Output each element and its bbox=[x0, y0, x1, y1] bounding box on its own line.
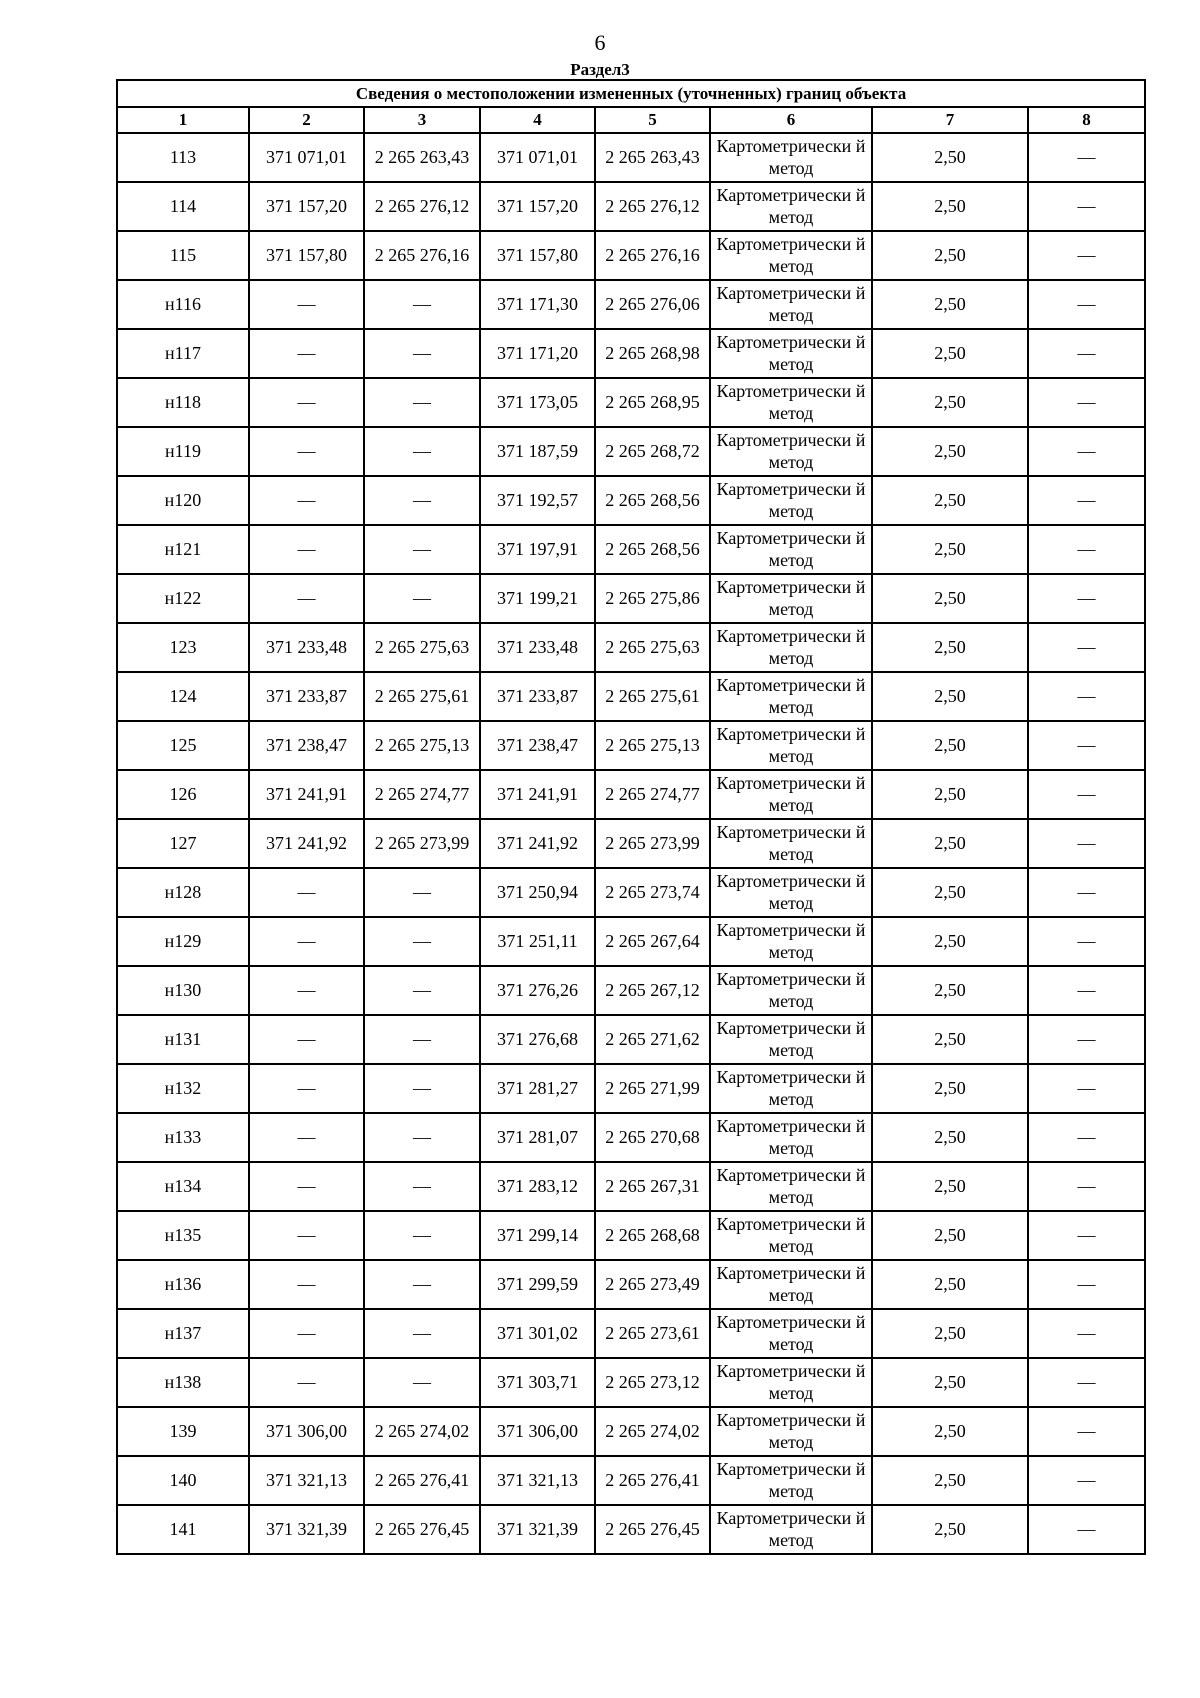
x-updated-cell: 371 173,05 bbox=[480, 378, 595, 427]
table-row bbox=[117, 1113, 1145, 1162]
y-existing-cell: 2 265 263,43 bbox=[364, 133, 480, 182]
y-existing-cell: 2 265 276,12 bbox=[364, 182, 480, 231]
accuracy-cell: 2,50 bbox=[872, 525, 1028, 574]
x-existing-cell: 371 241,91 bbox=[249, 770, 364, 819]
y-existing-cell: — bbox=[364, 378, 480, 427]
table-row bbox=[117, 133, 1145, 182]
table-row bbox=[117, 280, 1145, 329]
accuracy-cell: 2,50 bbox=[872, 574, 1028, 623]
x-existing-cell: — bbox=[249, 378, 364, 427]
method-cell: Картометрически й метод bbox=[710, 868, 872, 917]
table-row bbox=[117, 1309, 1145, 1358]
point-number-cell: 114 bbox=[117, 182, 249, 231]
x-existing-cell: — bbox=[249, 868, 364, 917]
y-updated-cell: 2 265 274,77 bbox=[595, 770, 710, 819]
table-row bbox=[117, 966, 1145, 1015]
y-existing-cell: 2 265 275,61 bbox=[364, 672, 480, 721]
y-updated-cell: 2 265 268,72 bbox=[595, 427, 710, 476]
x-existing-cell: — bbox=[249, 1064, 364, 1113]
note-cell: — bbox=[1028, 1358, 1145, 1407]
note-cell: — bbox=[1028, 917, 1145, 966]
y-updated-cell: 2 265 270,68 bbox=[595, 1113, 710, 1162]
x-existing-cell: — bbox=[249, 966, 364, 1015]
x-updated-cell: 371 283,12 bbox=[480, 1162, 595, 1211]
point-number-cell: 123 bbox=[117, 623, 249, 672]
y-existing-cell: — bbox=[364, 280, 480, 329]
note-cell: — bbox=[1028, 623, 1145, 672]
column-number-7: 7 bbox=[872, 107, 1028, 133]
x-existing-cell: — bbox=[249, 1162, 364, 1211]
accuracy-cell: 2,50 bbox=[872, 427, 1028, 476]
point-number-cell: 126 bbox=[117, 770, 249, 819]
y-updated-cell: 2 265 273,74 bbox=[595, 868, 710, 917]
table-row bbox=[117, 1162, 1145, 1211]
point-number-cell: н119 bbox=[117, 427, 249, 476]
point-number-cell: 124 bbox=[117, 672, 249, 721]
y-updated-cell: 2 265 275,86 bbox=[595, 574, 710, 623]
note-cell: — bbox=[1028, 231, 1145, 280]
method-cell: Картометрически й метод bbox=[710, 525, 872, 574]
point-number-cell: н134 bbox=[117, 1162, 249, 1211]
column-number-4: 4 bbox=[480, 107, 595, 133]
method-cell: Картометрически й метод bbox=[710, 1260, 872, 1309]
accuracy-cell: 2,50 bbox=[872, 1505, 1028, 1554]
x-updated-cell: 371 071,01 bbox=[480, 133, 595, 182]
point-number-cell: 141 bbox=[117, 1505, 249, 1554]
point-number-cell: н129 bbox=[117, 917, 249, 966]
y-updated-cell: 2 265 275,13 bbox=[595, 721, 710, 770]
y-updated-cell: 2 265 268,68 bbox=[595, 1211, 710, 1260]
x-existing-cell: — bbox=[249, 1309, 364, 1358]
point-number-cell: н131 bbox=[117, 1015, 249, 1064]
y-existing-cell: — bbox=[364, 868, 480, 917]
accuracy-cell: 2,50 bbox=[872, 623, 1028, 672]
point-number-cell: н135 bbox=[117, 1211, 249, 1260]
method-cell: Картометрически й метод bbox=[710, 1456, 872, 1505]
y-existing-cell: 2 265 274,77 bbox=[364, 770, 480, 819]
x-updated-cell: 371 281,27 bbox=[480, 1064, 595, 1113]
table-row bbox=[117, 770, 1145, 819]
column-number-2: 2 bbox=[249, 107, 364, 133]
note-cell: — bbox=[1028, 770, 1145, 819]
accuracy-cell: 2,50 bbox=[872, 868, 1028, 917]
x-updated-cell: 371 241,92 bbox=[480, 819, 595, 868]
x-existing-cell: 371 241,92 bbox=[249, 819, 364, 868]
point-number-cell: н121 bbox=[117, 525, 249, 574]
x-existing-cell: — bbox=[249, 1358, 364, 1407]
y-existing-cell: — bbox=[364, 1260, 480, 1309]
note-cell: — bbox=[1028, 1211, 1145, 1260]
x-updated-cell: 371 171,20 bbox=[480, 329, 595, 378]
accuracy-cell: 2,50 bbox=[872, 1260, 1028, 1309]
table-row bbox=[117, 231, 1145, 280]
note-cell: — bbox=[1028, 133, 1145, 182]
x-updated-cell: 371 192,57 bbox=[480, 476, 595, 525]
y-existing-cell: — bbox=[364, 1113, 480, 1162]
note-cell: — bbox=[1028, 1064, 1145, 1113]
method-cell: Картометрически й метод bbox=[710, 1064, 872, 1113]
y-existing-cell: 2 265 276,45 bbox=[364, 1505, 480, 1554]
x-existing-cell: — bbox=[249, 917, 364, 966]
note-cell: — bbox=[1028, 378, 1145, 427]
x-updated-cell: 371 321,13 bbox=[480, 1456, 595, 1505]
x-existing-cell: — bbox=[249, 329, 364, 378]
method-cell: Картометрически й метод bbox=[710, 280, 872, 329]
accuracy-cell: 2,50 bbox=[872, 133, 1028, 182]
method-cell: Картометрически й метод bbox=[710, 1309, 872, 1358]
note-cell: — bbox=[1028, 1407, 1145, 1456]
method-cell: Картометрически й метод bbox=[710, 1407, 872, 1456]
table-body bbox=[117, 133, 1145, 1554]
method-cell: Картометрически й метод bbox=[710, 721, 872, 770]
y-existing-cell: — bbox=[364, 329, 480, 378]
y-existing-cell: 2 265 274,02 bbox=[364, 1407, 480, 1456]
section-title: Раздел3 bbox=[570, 60, 630, 79]
table-row bbox=[117, 721, 1145, 770]
x-existing-cell: 371 233,87 bbox=[249, 672, 364, 721]
x-existing-cell: — bbox=[249, 1015, 364, 1064]
y-updated-cell: 2 265 274,02 bbox=[595, 1407, 710, 1456]
x-updated-cell: 371 299,14 bbox=[480, 1211, 595, 1260]
method-cell: Картометрически й метод bbox=[710, 1015, 872, 1064]
method-cell: Картометрически й метод bbox=[710, 1505, 872, 1554]
y-existing-cell: — bbox=[364, 966, 480, 1015]
y-updated-cell: 2 265 268,98 bbox=[595, 329, 710, 378]
x-existing-cell: — bbox=[249, 427, 364, 476]
method-cell: Картометрически й метод bbox=[710, 623, 872, 672]
y-updated-cell: 2 265 263,43 bbox=[595, 133, 710, 182]
y-existing-cell: — bbox=[364, 476, 480, 525]
accuracy-cell: 2,50 bbox=[872, 721, 1028, 770]
x-existing-cell: 371 306,00 bbox=[249, 1407, 364, 1456]
x-updated-cell: 371 251,11 bbox=[480, 917, 595, 966]
method-cell: Картометрически й метод bbox=[710, 329, 872, 378]
method-cell: Картометрически й метод bbox=[710, 966, 872, 1015]
table-row bbox=[117, 574, 1145, 623]
note-cell: — bbox=[1028, 672, 1145, 721]
note-cell: — bbox=[1028, 1113, 1145, 1162]
table-row bbox=[117, 1358, 1145, 1407]
x-updated-cell: 371 301,02 bbox=[480, 1309, 595, 1358]
method-cell: Картометрически й метод bbox=[710, 1358, 872, 1407]
y-existing-cell: — bbox=[364, 1064, 480, 1113]
y-existing-cell: 2 265 275,63 bbox=[364, 623, 480, 672]
accuracy-cell: 2,50 bbox=[872, 1162, 1028, 1211]
table-row bbox=[117, 868, 1145, 917]
point-number-cell: н118 bbox=[117, 378, 249, 427]
accuracy-cell: 2,50 bbox=[872, 182, 1028, 231]
x-existing-cell: 371 157,20 bbox=[249, 182, 364, 231]
y-updated-cell: 2 265 275,61 bbox=[595, 672, 710, 721]
y-existing-cell: — bbox=[364, 917, 480, 966]
y-updated-cell: 2 265 267,64 bbox=[595, 917, 710, 966]
table-row bbox=[117, 1260, 1145, 1309]
table-row bbox=[117, 1064, 1145, 1113]
y-updated-cell: 2 265 273,12 bbox=[595, 1358, 710, 1407]
note-cell: — bbox=[1028, 182, 1145, 231]
method-cell: Картометрически й метод bbox=[710, 378, 872, 427]
y-updated-cell: 2 265 273,99 bbox=[595, 819, 710, 868]
accuracy-cell: 2,50 bbox=[872, 1407, 1028, 1456]
note-cell: — bbox=[1028, 574, 1145, 623]
accuracy-cell: 2,50 bbox=[872, 1064, 1028, 1113]
y-existing-cell: 2 265 276,16 bbox=[364, 231, 480, 280]
column-number-3: 3 bbox=[364, 107, 480, 133]
y-existing-cell: 2 265 273,99 bbox=[364, 819, 480, 868]
boundary-coordinates-table bbox=[116, 79, 1146, 1555]
table-row bbox=[117, 525, 1145, 574]
method-cell: Картометрически й метод bbox=[710, 917, 872, 966]
method-cell: Картометрически й метод bbox=[710, 427, 872, 476]
method-cell: Картометрически й метод bbox=[710, 1211, 872, 1260]
x-existing-cell: 371 071,01 bbox=[249, 133, 364, 182]
y-updated-cell: 2 265 273,61 bbox=[595, 1309, 710, 1358]
method-cell: Картометрически й метод bbox=[710, 819, 872, 868]
table-row bbox=[117, 623, 1145, 672]
y-updated-cell: 2 265 268,56 bbox=[595, 476, 710, 525]
table-row bbox=[117, 329, 1145, 378]
accuracy-cell: 2,50 bbox=[872, 672, 1028, 721]
y-existing-cell: — bbox=[364, 525, 480, 574]
y-existing-cell: — bbox=[364, 427, 480, 476]
accuracy-cell: 2,50 bbox=[872, 1309, 1028, 1358]
x-existing-cell: — bbox=[249, 1260, 364, 1309]
point-number-cell: н130 bbox=[117, 966, 249, 1015]
method-cell: Картометрически й метод bbox=[710, 1162, 872, 1211]
column-number-1: 1 bbox=[117, 107, 249, 133]
x-existing-cell: — bbox=[249, 1211, 364, 1260]
y-existing-cell: — bbox=[364, 1162, 480, 1211]
y-updated-cell: 2 265 268,56 bbox=[595, 525, 710, 574]
column-number-5: 5 bbox=[595, 107, 710, 133]
table-row bbox=[117, 672, 1145, 721]
y-existing-cell: — bbox=[364, 1309, 480, 1358]
y-existing-cell: — bbox=[364, 1015, 480, 1064]
accuracy-cell: 2,50 bbox=[872, 476, 1028, 525]
accuracy-cell: 2,50 bbox=[872, 1456, 1028, 1505]
point-number-cell: 113 bbox=[117, 133, 249, 182]
x-updated-cell: 371 199,21 bbox=[480, 574, 595, 623]
table-row bbox=[117, 819, 1145, 868]
point-number-cell: 115 bbox=[117, 231, 249, 280]
note-cell: — bbox=[1028, 966, 1145, 1015]
point-number-cell: 140 bbox=[117, 1456, 249, 1505]
accuracy-cell: 2,50 bbox=[872, 966, 1028, 1015]
x-updated-cell: 371 187,59 bbox=[480, 427, 595, 476]
method-cell: Картометрически й метод bbox=[710, 1113, 872, 1162]
point-number-cell: н116 bbox=[117, 280, 249, 329]
x-updated-cell: 371 306,00 bbox=[480, 1407, 595, 1456]
note-cell: — bbox=[1028, 868, 1145, 917]
x-existing-cell: — bbox=[249, 1113, 364, 1162]
point-number-cell: н133 bbox=[117, 1113, 249, 1162]
note-cell: — bbox=[1028, 721, 1145, 770]
note-cell: — bbox=[1028, 1015, 1145, 1064]
note-cell: — bbox=[1028, 819, 1145, 868]
note-cell: — bbox=[1028, 1260, 1145, 1309]
method-cell: Картометрически й метод bbox=[710, 231, 872, 280]
x-updated-cell: 371 157,20 bbox=[480, 182, 595, 231]
method-cell: Картометрически й метод bbox=[710, 770, 872, 819]
note-cell: — bbox=[1028, 1505, 1145, 1554]
x-existing-cell: — bbox=[249, 525, 364, 574]
y-updated-cell: 2 265 271,62 bbox=[595, 1015, 710, 1064]
point-number-cell: н128 bbox=[117, 868, 249, 917]
y-existing-cell: — bbox=[364, 1358, 480, 1407]
x-updated-cell: 371 303,71 bbox=[480, 1358, 595, 1407]
accuracy-cell: 2,50 bbox=[872, 231, 1028, 280]
table-row bbox=[117, 1015, 1145, 1064]
table-caption: Сведения о местоположении измененных (уточненных) границ объекта bbox=[117, 80, 1145, 107]
y-updated-cell: 2 265 267,31 bbox=[595, 1162, 710, 1211]
point-number-cell: н137 bbox=[117, 1309, 249, 1358]
point-number-cell: н120 bbox=[117, 476, 249, 525]
accuracy-cell: 2,50 bbox=[872, 770, 1028, 819]
y-updated-cell: 2 265 276,45 bbox=[595, 1505, 710, 1554]
point-number-cell: н132 bbox=[117, 1064, 249, 1113]
table-row bbox=[117, 427, 1145, 476]
y-updated-cell: 2 265 267,12 bbox=[595, 966, 710, 1015]
note-cell: — bbox=[1028, 525, 1145, 574]
point-number-cell: н117 bbox=[117, 329, 249, 378]
accuracy-cell: 2,50 bbox=[872, 329, 1028, 378]
point-number-cell: 125 bbox=[117, 721, 249, 770]
method-cell: Картометрически й метод bbox=[710, 672, 872, 721]
note-cell: — bbox=[1028, 1162, 1145, 1211]
x-existing-cell: — bbox=[249, 280, 364, 329]
method-cell: Картометрически й метод bbox=[710, 476, 872, 525]
table-row bbox=[117, 1505, 1145, 1554]
note-cell: — bbox=[1028, 329, 1145, 378]
note-cell: — bbox=[1028, 476, 1145, 525]
point-number-cell: н136 bbox=[117, 1260, 249, 1309]
y-updated-cell: 2 265 271,99 bbox=[595, 1064, 710, 1113]
x-updated-cell: 371 321,39 bbox=[480, 1505, 595, 1554]
accuracy-cell: 2,50 bbox=[872, 1015, 1028, 1064]
method-cell: Картометрически й метод bbox=[710, 133, 872, 182]
table-row bbox=[117, 1456, 1145, 1505]
accuracy-cell: 2,50 bbox=[872, 1211, 1028, 1260]
y-updated-cell: 2 265 276,41 bbox=[595, 1456, 710, 1505]
column-number-8: 8 bbox=[1028, 107, 1145, 133]
x-updated-cell: 371 299,59 bbox=[480, 1260, 595, 1309]
y-existing-cell: — bbox=[364, 574, 480, 623]
note-cell: — bbox=[1028, 427, 1145, 476]
x-existing-cell: 371 233,48 bbox=[249, 623, 364, 672]
page-number: 6 bbox=[594, 30, 606, 55]
x-updated-cell: 371 238,47 bbox=[480, 721, 595, 770]
x-updated-cell: 371 171,30 bbox=[480, 280, 595, 329]
x-updated-cell: 371 250,94 bbox=[480, 868, 595, 917]
y-updated-cell: 2 265 276,12 bbox=[595, 182, 710, 231]
x-updated-cell: 371 157,80 bbox=[480, 231, 595, 280]
accuracy-cell: 2,50 bbox=[872, 1358, 1028, 1407]
x-existing-cell: — bbox=[249, 574, 364, 623]
table-row bbox=[117, 1211, 1145, 1260]
point-number-cell: 139 bbox=[117, 1407, 249, 1456]
x-updated-cell: 371 233,87 bbox=[480, 672, 595, 721]
y-updated-cell: 2 265 273,49 bbox=[595, 1260, 710, 1309]
x-updated-cell: 371 233,48 bbox=[480, 623, 595, 672]
table-row bbox=[117, 476, 1145, 525]
x-updated-cell: 371 241,91 bbox=[480, 770, 595, 819]
point-number-cell: н122 bbox=[117, 574, 249, 623]
y-updated-cell: 2 265 275,63 bbox=[595, 623, 710, 672]
table-row bbox=[117, 917, 1145, 966]
table-row bbox=[117, 1407, 1145, 1456]
accuracy-cell: 2,50 bbox=[872, 917, 1028, 966]
point-number-cell: 127 bbox=[117, 819, 249, 868]
note-cell: — bbox=[1028, 1456, 1145, 1505]
method-cell: Картометрически й метод bbox=[710, 574, 872, 623]
y-existing-cell: 2 265 275,13 bbox=[364, 721, 480, 770]
x-updated-cell: 371 197,91 bbox=[480, 525, 595, 574]
accuracy-cell: 2,50 bbox=[872, 378, 1028, 427]
y-existing-cell: — bbox=[364, 1211, 480, 1260]
x-existing-cell: — bbox=[249, 476, 364, 525]
accuracy-cell: 2,50 bbox=[872, 1113, 1028, 1162]
x-updated-cell: 371 276,26 bbox=[480, 966, 595, 1015]
x-existing-cell: 371 157,80 bbox=[249, 231, 364, 280]
accuracy-cell: 2,50 bbox=[872, 819, 1028, 868]
x-existing-cell: 371 238,47 bbox=[249, 721, 364, 770]
column-number-row bbox=[117, 107, 1145, 133]
note-cell: — bbox=[1028, 280, 1145, 329]
point-number-cell: н138 bbox=[117, 1358, 249, 1407]
note-cell: — bbox=[1028, 1309, 1145, 1358]
x-existing-cell: 371 321,39 bbox=[249, 1505, 364, 1554]
y-existing-cell: 2 265 276,41 bbox=[364, 1456, 480, 1505]
x-existing-cell: 371 321,13 bbox=[249, 1456, 364, 1505]
x-updated-cell: 371 276,68 bbox=[480, 1015, 595, 1064]
x-updated-cell: 371 281,07 bbox=[480, 1113, 595, 1162]
table-row bbox=[117, 378, 1145, 427]
accuracy-cell: 2,50 bbox=[872, 280, 1028, 329]
y-updated-cell: 2 265 276,06 bbox=[595, 280, 710, 329]
y-updated-cell: 2 265 268,95 bbox=[595, 378, 710, 427]
table-row bbox=[117, 182, 1145, 231]
y-updated-cell: 2 265 276,16 bbox=[595, 231, 710, 280]
column-number-6: 6 bbox=[710, 107, 872, 133]
method-cell: Картометрически й метод bbox=[710, 182, 872, 231]
